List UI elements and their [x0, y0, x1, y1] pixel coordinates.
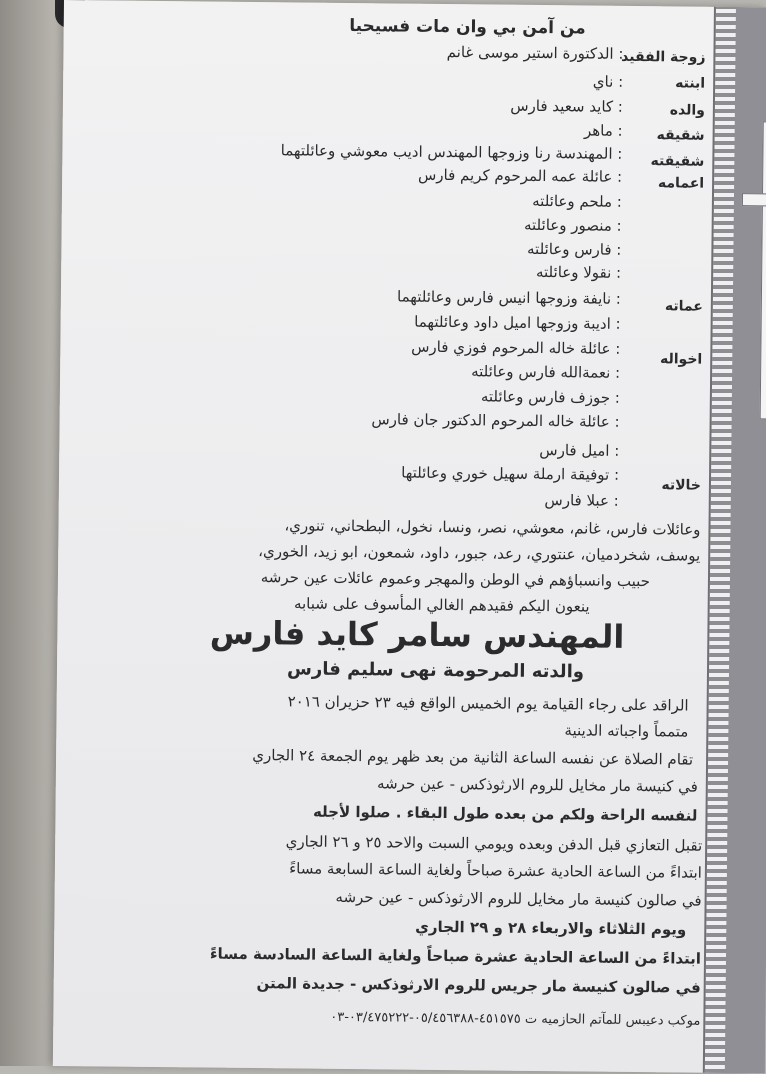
entry-maternal-uncle-1: : عائلة خاله المرحوم فوزي فارس	[411, 337, 621, 358]
entry-uncle-4: : فارس وعائلته	[526, 239, 622, 259]
entry-maternal-aunt-2: : توفيقة ارملة سهيل خوري وعائلتها	[401, 463, 620, 484]
entry-maternal-aunt-3: : عبلا فارس	[544, 491, 619, 510]
announcement-4: في كنيسة مار مخايل للروم الارثوذكس - عين حرشه	[376, 774, 698, 796]
deceased-name: المهندس سامر كايد فارس	[209, 613, 625, 656]
families-line-4: ينعون اليكم فقيدهم الغالي المأسوف على شبابه	[293, 594, 590, 616]
entry-aunt-1: : نايفة وزوجها انيس فارس وعائلتهما	[397, 287, 621, 308]
label-brother: شقيقه	[656, 127, 705, 144]
announcement-6: تقبل التعازي قبل الدفن وبعده ويومي السبت والاحد ٢٥ و ٢٦ الجاري	[285, 832, 703, 855]
entry-wife: : الدكتورة استير موسى غانم	[446, 43, 624, 63]
announcement-8: في صالون كنيسة مار مخايل للروم الارثوذكس - عين حرشه	[335, 887, 702, 910]
obituary-sheet	[53, 0, 766, 1073]
families-line-2: يوسف، شخردميان، عنتوري، رعد، جبور، داود، شمعون، ابو زيد، الخوري،	[258, 542, 701, 565]
announcement-2: متمماً واجباته الدينية	[564, 721, 689, 741]
entry-aunt-2: : اديبة وزوجها اميل داود وعائلتهما	[414, 312, 621, 333]
announcement-7: ابتداءً من الساعة الحادية عشرة صباحاً ولغاية الساعة السابعة مساءً	[289, 859, 702, 882]
label-wife: زوجة الفقيد	[621, 48, 706, 66]
label-uncles-maternal: اخواله	[659, 351, 703, 368]
announcement-5: لنفسه الراحة ولكم من بعده طول البقاء . صلوا لأجله	[312, 802, 698, 825]
announcement-1: الراقد على رجاء القيامة يوم الخميس الواقع فيه ٢٣ حزيران ٢٠١٦	[287, 692, 689, 715]
announcement-3: تقام الصلاة عن نفسه الساعة الثانية من بعد ظهر يوم الجمعة ٢٤ الجاري	[252, 746, 694, 769]
label-uncles-paternal: اعمامه	[657, 175, 705, 192]
label-aunts-maternal: خالاته	[661, 477, 702, 494]
entry-maternal-uncle-4: : عائلة خاله المرحوم الدكتور جان فارس	[371, 410, 620, 431]
deceased-mother: والدته المرحومة نهى سليم فارس	[287, 658, 585, 683]
families-line-3: حبيب وانسباؤهم في الوطن والمهجر وعموم عائلات عين حرشه	[260, 568, 651, 591]
page-title: من آمن بي وان مات فسيحيا	[349, 15, 586, 39]
cross-icon-bar	[742, 193, 766, 207]
entry-daughter: : ناي	[592, 72, 624, 91]
announcement-10: ابتداءً من الساعة الحادية عشرة صباحاً ولغاية الساعة السادسة مساءً	[209, 944, 702, 968]
families-line-1: وعائلات فارس، غانم، معوشي، نصر، ونسا، نخول، البطحاني، تنوري،	[284, 516, 701, 539]
label-sister: شقيقته	[650, 153, 705, 170]
announcement-9: ويوم الثلاثاء والاربعاء ٢٨ و ٢٩ الجاري	[415, 917, 687, 939]
entry-uncle-1: : عائلة عمه المرحوم كريم فارس	[417, 165, 623, 186]
entry-brother: : ماهر	[583, 121, 623, 140]
entry-sister: : المهندسة رنا وزوجها المهندس اديب معوشي وعائلتهما	[280, 141, 623, 163]
label-father: والده	[669, 102, 705, 119]
entry-maternal-aunt-1: : اميل فارس	[539, 441, 620, 460]
entry-maternal-uncle-2: : نعمةالله فارس وعائلته	[471, 362, 621, 382]
entry-uncle-2: : ملحم وعائلته	[532, 191, 623, 211]
entry-uncle-5: : نقولا وعائلته	[535, 262, 622, 282]
announcement-11: في صالون كنيسة مار جريس للروم الارثوذكس - جديدة المتن	[256, 974, 701, 997]
footer-contact: موكب دعيبس للمآتم الحازميه ت ٤٥١٥٧٥-٠٥/٤٥٦٣٨٨-٠٣/٤٧٥٢٢٢-٠٣	[330, 1009, 701, 1029]
entry-uncle-3: : منصور وعائلته	[523, 215, 622, 235]
entry-maternal-uncle-3: : جوزف فارس وعائلته	[480, 387, 620, 407]
label-daughter: ابنته	[675, 75, 706, 92]
entry-father: : كايد سعيد فارس	[510, 96, 624, 116]
label-aunts-paternal: عماته	[664, 298, 703, 315]
